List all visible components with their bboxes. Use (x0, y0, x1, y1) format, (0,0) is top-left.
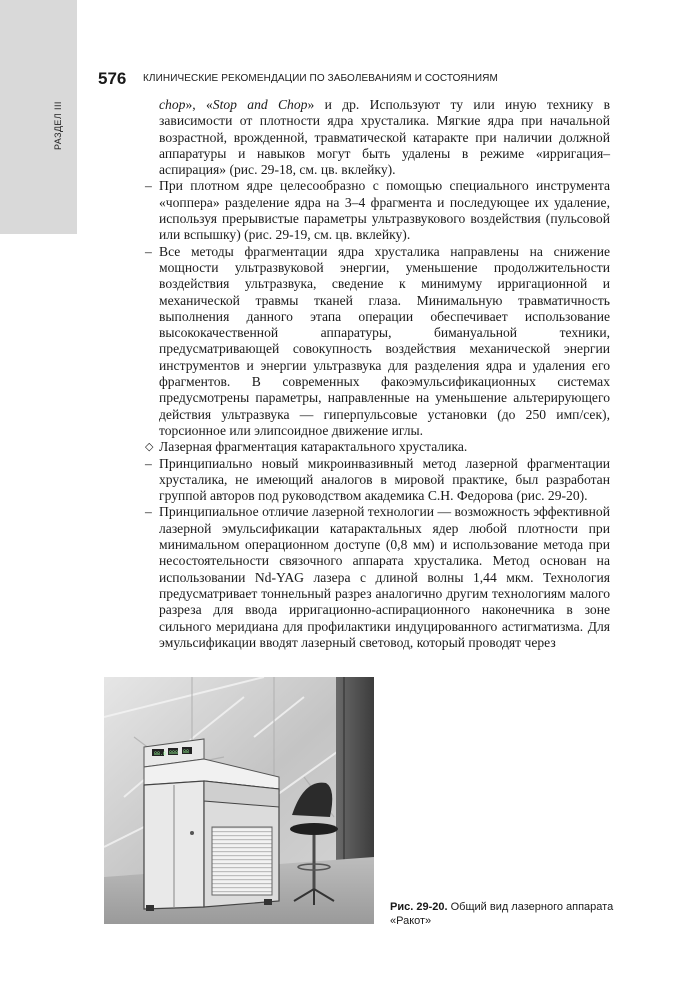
figure-caption (390, 900, 630, 928)
list-item-text: Принципиально новый микроинвазивный метод лазерной фрагментации хрусталика, не имеющий аналогов в мировой практике, был разработан группой авторов под руководством академика С.Н. Федорова (рис. 29-20). (159, 455, 610, 504)
running-title: КЛИНИЧЕСКИЕ РЕКОМЕНДАЦИИ ПО ЗАБОЛЕВАНИЯМ И СОСТОЯНИЯМ (143, 73, 498, 84)
list-item (145, 504, 610, 651)
diamond-bullet-icon: ◇ (145, 441, 154, 454)
list-item (145, 244, 610, 440)
display-readout: 888 (169, 750, 179, 756)
page-number: 576 (98, 69, 127, 88)
technique-name: chop (159, 97, 186, 112)
figure-label: Рис. 29-20. (390, 901, 448, 913)
intro-text: » и др. Используют ту или иную технику в зависимости от плотности ядра хрусталика. Мягкие ядра при начальной возрастной, врожденной, травматической катаракте при наличии должной аппаратуры и навыков могут быть удалены в режиме «ирригация–аспирация» (рис. 29-18, см. цв. вклейку). (159, 97, 610, 178)
display-readout: 88.8 (154, 751, 167, 757)
dash-marker: – (145, 504, 152, 520)
display-readout: 88 (183, 749, 190, 755)
technique-name: Stop and Chop (212, 97, 308, 112)
dash-marker: – (145, 455, 152, 471)
list-item-text: Принципиальное отличие лазерной технологии — возможность эффективной лазерной эмульсификации катарактальных ядер любой плотности при минимальном операционном доступе (0,8 мм) и использование метода при несостоятельности связочного аппарата хрусталика. Метод основан на использовании Nd-YAG лазера с длиной волны 1,44 мкм. Технология предусматривает тоннельный разрез аналогично другим технологиям малого разреза для ввода ирригационно-аспирационного наконечника в зоне сильного меридиана для профилактики индуцированного астигматизма. Для эмульсификации вводят лазерный световод, который проводят через (159, 504, 610, 650)
page-header (98, 69, 618, 89)
dash-marker: – (145, 243, 152, 259)
figure-caption-text: Общий вид лазерного аппарата «Ракот» (390, 901, 614, 927)
laser-device-photo (104, 677, 374, 924)
intro-text: », « (185, 97, 213, 112)
list-item-text: При плотном ядре целесообразно с помощью специального инструмента «чоппера» разделение ядра на 3–4 фрагмента и последующее их удаление, используя прерывистые параметры ультразвукового воздействия (пульсовой или вспышку) (рис. 29-19, см. цв. вклейку). (159, 178, 610, 243)
section-side-tab (0, 0, 77, 234)
section-heading (145, 439, 610, 455)
intro-paragraph (145, 97, 610, 178)
list-item (145, 178, 610, 243)
section-label: РАЗДЕЛ III (53, 101, 63, 150)
body-text (145, 97, 610, 651)
list-item-text: Все методы фрагментации ядра хрусталика направлены на снижение мощности ультразвуковой энергии, уменьшение продолжительности воздействия ультразвука, сведение к минимуму ирригационной и механической травмы тканей глаза. Минимальную травматичность выполнения данного этапа операции обеспечивает использование высококачественной аппаратуры, бимануальной техники, предусматривающей совокупность воздействия механической энергии инструментов и энергии ультразвука для разделения ядра и удаления его фрагментов. В современных факоэмульсификационных системах предусмотрены параметры, направленные на уменьшение альтерирующего действия ультразвука — гиперпульсовые установки (до 250 имп/сек), торсионное или элипсоидное движение иглы. (159, 243, 610, 438)
dash-marker: – (145, 178, 152, 194)
list-item (145, 456, 610, 505)
figure-photo (104, 677, 374, 924)
section-heading-text: Лазерная фрагментация катарактального хрусталика. (159, 439, 468, 455)
